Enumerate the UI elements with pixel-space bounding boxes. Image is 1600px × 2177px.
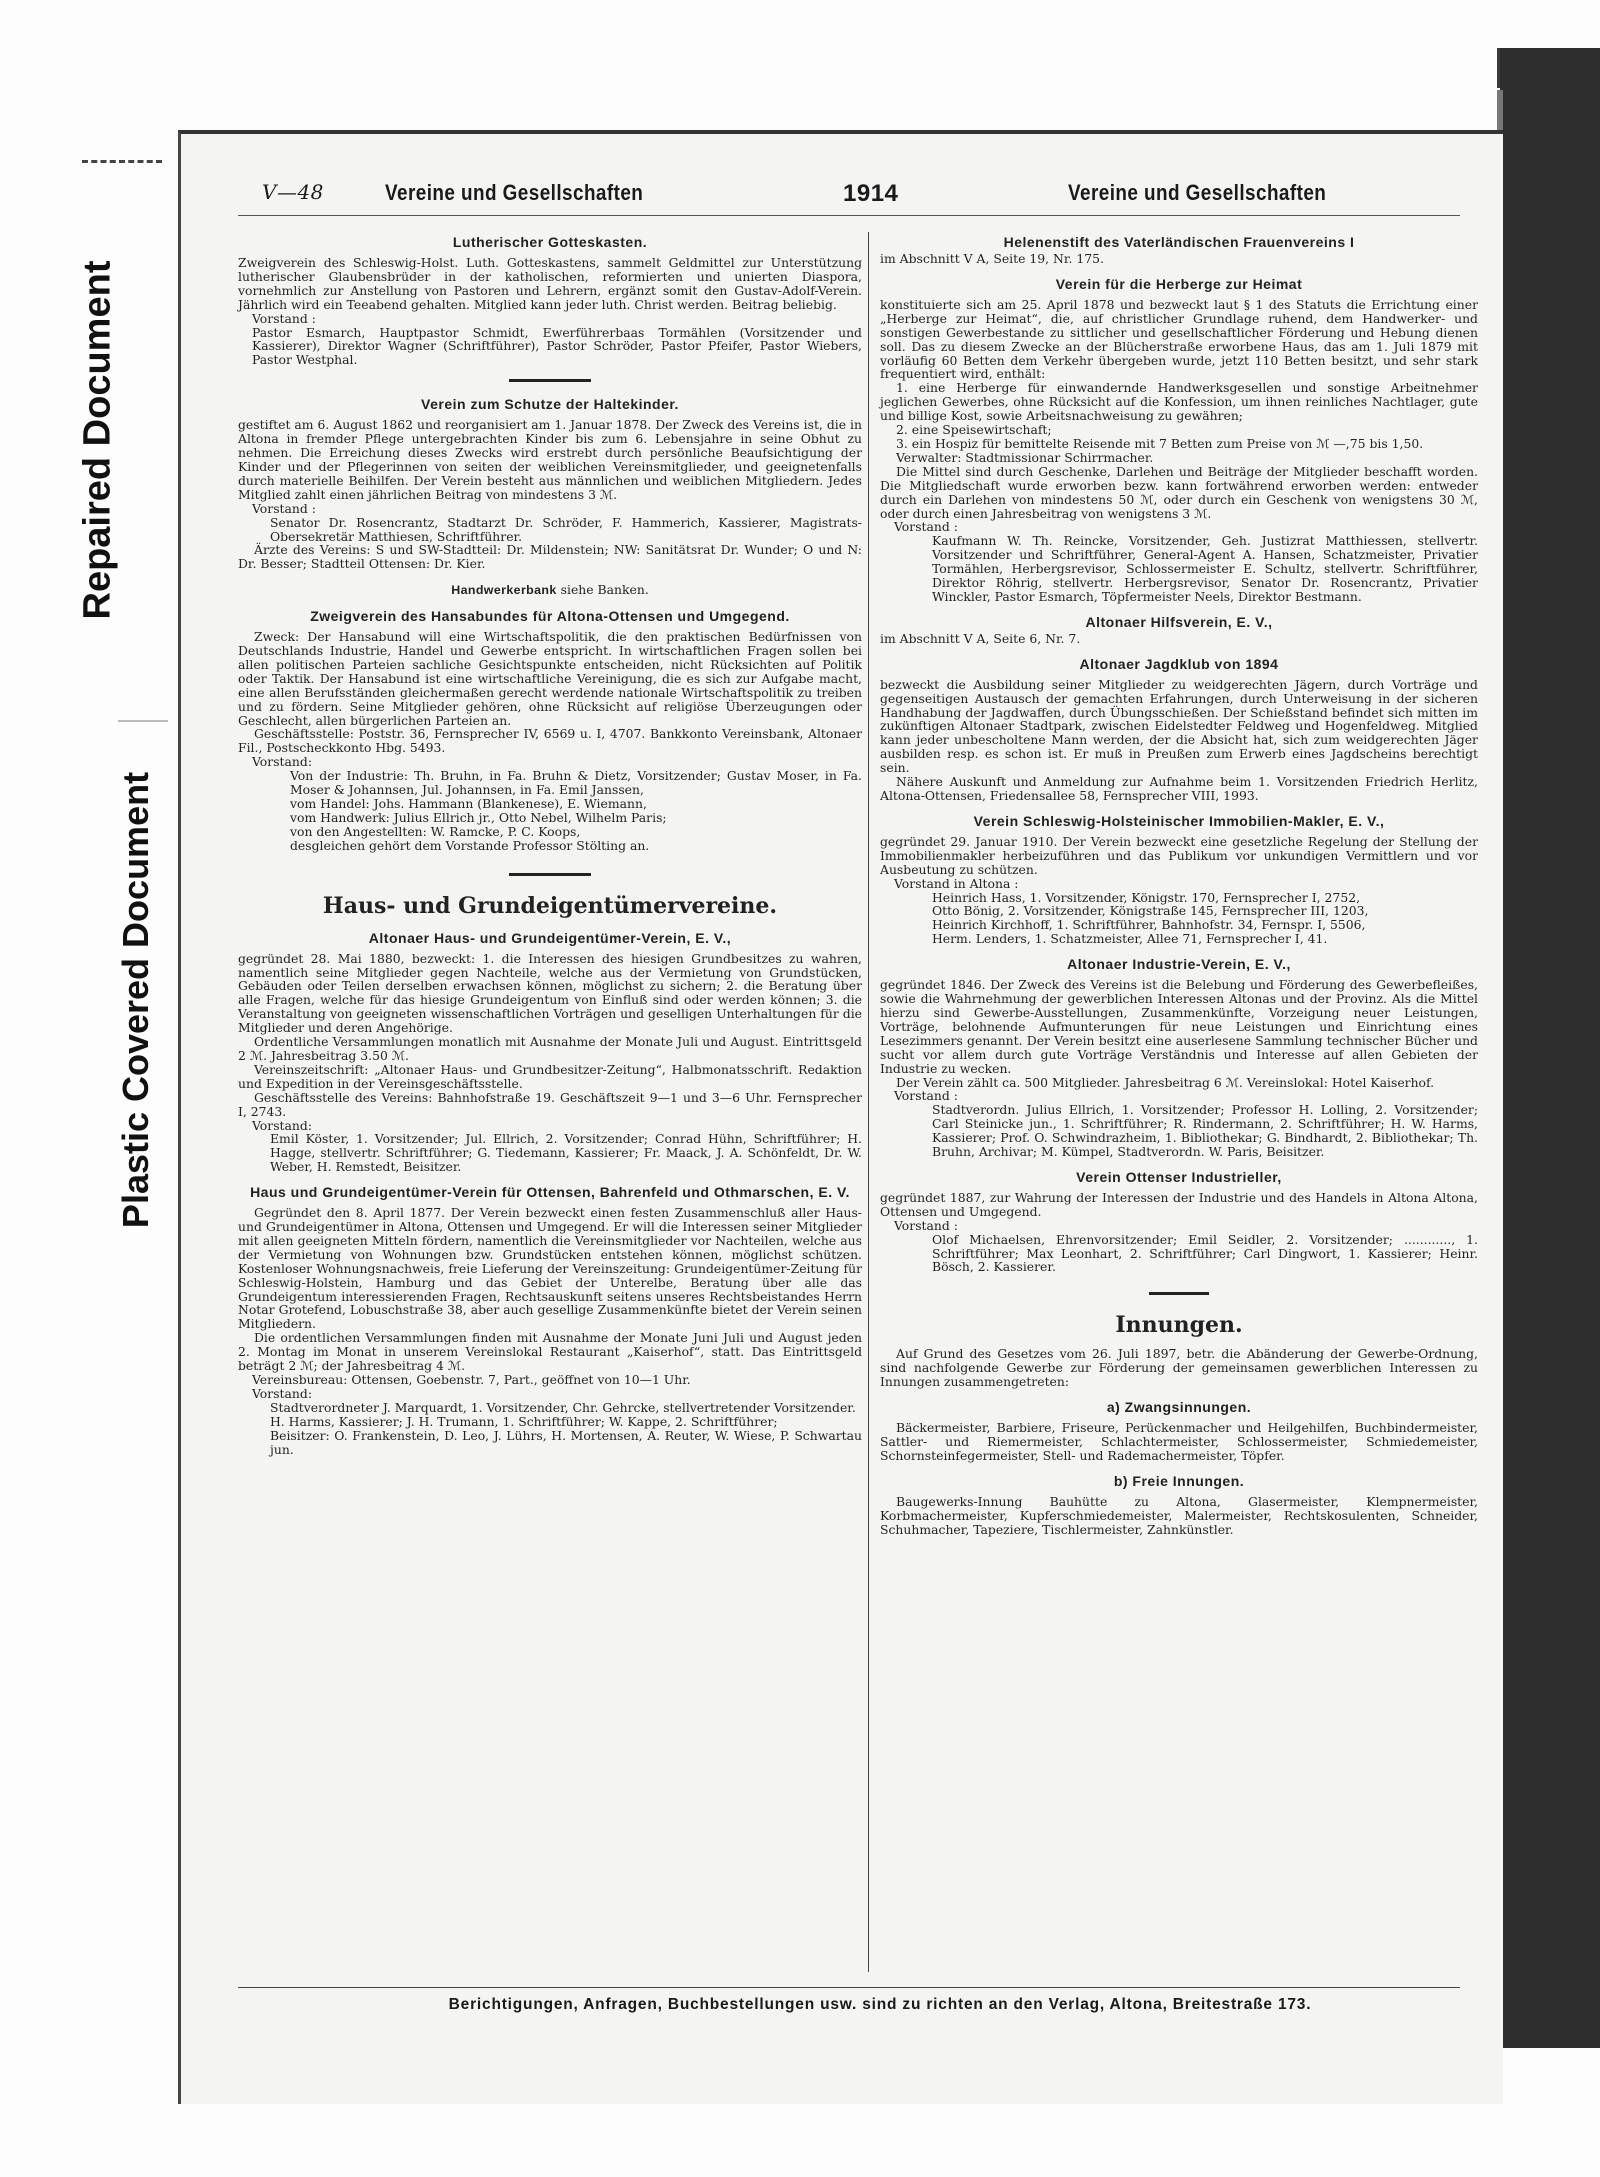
vorstand-entry: Herm. Lenders, 1. Schatzmeister, Allee 71, Fernsprecher I, 41.	[932, 931, 1328, 947]
vorstand-entry: Heinrich Kirchhoff, 1. Schriftführer, Bahnhofstr. 34, Fernspr. I, 5506,	[932, 917, 1366, 933]
paragraph: gegründet 1887, zur Wahrung der Interessen der Industrie und des Handels in Altona Altona, Ottensen und Umgegend.	[880, 1189, 1478, 1219]
subsection-title: b) Freie Innungen.	[1113, 1472, 1245, 1489]
cross-reference	[238, 583, 862, 598]
section-rule	[509, 873, 591, 876]
header-year: 1914	[843, 180, 899, 207]
side-label-divider	[118, 720, 168, 722]
section-rule	[509, 379, 591, 382]
paragraph: konstituierte sich am 25. April 1878 und bezweckt laut § 1 des Statuts die Errichtung einer „Herberge zur Heimat“, die, auf christlicher Grundlage ruhend, dem Handwerker- und sonstigen Gewerbestande zu sittlicher und gesellschaftlicher Förderung und Hebung dienen soll. Das zu diesem Zwecke an der Blücherstraße erworbene Haus, das am 1. Juli 1879 mit vorläufig 60 Betten dem Verkehr übergeben wurde, jetzt 110 Betten besitzt, und sehr stark frequentiert wird, enthält:	[880, 296, 1478, 382]
section-rule	[1149, 1292, 1209, 1295]
vorstand-entry: Beisitzer: O. Frankenstein, D. Leo, J. Lührs, H. Mortensen, A. Reuter, W. Wiese, P. Schwartau jun.	[270, 1427, 862, 1457]
section-title: Haus und Grundeigentümer-Verein für Ottensen, Bahrenfeld und Othmarschen, E. V.	[250, 1184, 850, 1201]
right-column	[880, 232, 1478, 1537]
vorstand-entry: Heinrich Hass, 1. Vorsitzender, Königstr. 170, Fernsprecher I, 2752,	[932, 889, 1361, 905]
list-item: 1. eine Herberge für einwandernde Handwerksgesellen und sonstige Arbeitnehmer jeglichen Gewerbes, ohne Rücksicht auf die Konfession, um ihnen reinliches Nachtlager, gute und billige Kost, sowie Arbeitsnachweisung zu gewähren;	[880, 380, 1478, 424]
section-title: Altonaer Industrie-Verein, E. V.,	[1067, 956, 1291, 973]
footer-rule	[238, 1987, 1460, 1988]
vorstand-entry: von den Angestellten: W. Ramcke, P. C. Koops,	[290, 823, 581, 839]
section-title: Helenenstift des Vaterländischen Frauenvereins I	[1003, 234, 1355, 250]
paragraph: Bäckermeister, Barbiere, Friseure, Perückenmacher und Heilgehilfen, Buchbindermeister, Sattler- und Riemermeister, Schlachtermeister, Schlossermeister, Schmiedemeister, Schornsteinfegermeister, Stell- und Rademachermeister, Töpfer.	[880, 1420, 1478, 1463]
vorstand-entry: Von der Industrie: Th. Bruhn, in Fa. Bruhn & Dietz, Vorsitzender; Gustav Moser, in Fa. Moser & Johannsen, Jul. Johannsen, in Fa. Emil Janssen,	[290, 768, 862, 798]
vorstand-label: Vorstand:	[252, 754, 313, 770]
vorstand-label: Vorstand:	[252, 1117, 313, 1133]
section-title: Altonaer Hilfsverein, E. V.,	[1085, 613, 1273, 630]
section-title: Altonaer Haus- und Grundeigentümer-Verein, E. V.,	[368, 929, 732, 946]
vorstand-entry: Stadtverordneter J. Marquardt, 1. Vorsitzender, Chr. Gehrcke, stellvertretender Vorsitzender.	[270, 1399, 856, 1415]
chapter-heading: Haus- und Grundeigentümervereine.	[322, 892, 778, 919]
vorstand-entry: vom Handel: Johs. Hammann (Blankenese), E. Wiemann,	[290, 796, 647, 811]
vorstand-list: Olof Michaelsen, Ehrenvorsitzender; Emil Seidler, 2. Vorsitzender; ............, 1. Schriftführer; Max Leonhart, 2. Schriftführer; Carl Dingwort, 1. Kassierer; Heinr. Bösch, 2. Kassierer.	[932, 1231, 1478, 1275]
vorstand-label: Vorstand :	[894, 1088, 958, 1104]
vorstand-entry: Otto Bönig, 2. Vorsitzender, Königstraße 145, Fernsprecher III, 1203,	[932, 903, 1369, 919]
vorstand-list: Senator Dr. Rosencrantz, Stadtarzt Dr. Schröder, F. Hammerich, Kassierer, Magistrats-Obersekretär Matthiesen, Schriftführer.	[270, 514, 862, 544]
section-title: Verein zum Schutze der Haltekinder.	[421, 396, 679, 413]
paragraph: gegründet 1846. Der Zweck des Vereins ist die Belebung und Förderung des Gewerbefleißes, sowie die Wahrnehmung der gewerblichen Interessen Altonas und der Provinz. Als die Mittel hierzu sind Gewerbe-Ausstellungen, Zusammenkünfte, Vorzeigung neuer Leistungen, Vorträge, belohnende Aufmunterungen für neue Leistungen und Einrichtung eines Lesezimmers genannt. Der Verein besitzt eine auserlesene Sammlung technischer Bücher und sucht vor allem durch gute Vorträge Verständnis und Interesse auf allen Gebieten der Industrie zu wecken.	[880, 977, 1478, 1076]
paragraph: gestiftet am 6. August 1862 und reorganisiert am 1. Januar 1878. Der Zweck des Vereins ist, die in Altona in fremder Pflege untergebrachten Kinder bis zum 6. Lebensjahre in seine Obhut zu nehmen. Die Erreichung dieses Zwecks wird erstrebt durch persönliche Beaufsichtigung der Kinder und der Pflegerinnen von seiten der weiblichen Vereinsmitglieder, und geeignetenfalls durch materielle Beihilfen. Der Verein besteht aus männlichen und weiblichen Mitgliedern. Jedes Mitglied zahlt einen jährlichen Beitrag von mindestens 3 ℳ.	[238, 417, 862, 502]
section-title-inline: Handwerkerbank	[451, 583, 557, 598]
running-title-right: Vereine und Gesellschaften	[1068, 180, 1327, 205]
vorstand-label: Vorstand:	[252, 1385, 313, 1401]
paragraph: Die Mittel sind durch Geschenke, Darlehen und Beiträge der Mitglieder beschafft worden. Die Mitgliedschaft wurde erworben bezw. kann fortwährend erworben werden: entweder durch ein Darlehen von mindestens 50 ℳ, oder durch ein Geschenk von wenigstens 30 ℳ, oder durch einen Jahresbeitrag von wenigstens 3 ℳ.	[880, 463, 1478, 521]
subsection-title: a) Zwangsinnungen.	[1106, 1399, 1252, 1416]
vorstand-label: Vorstand :	[252, 500, 316, 516]
vorstand-list: Emil Köster, 1. Vorsitzender; Jul. Ellrich, 2. Vorsitzender; Conrad Hühn, Schriftführer; H. Hagge, stellvertr. Schriftführer; G. Tiedemann, Kassierer; Fr. Maack, J. A. Schönfeldt, Dr. W. Weber, H. Remstedt, Beisitzer.	[270, 1131, 862, 1175]
paragraph: Baugewerks-Innung Bauhütte zu Altona, Glasermeister, Klempnermeister, Korbmachermeister, Kupferschmiedemeister, Malermeister, Rechtskosulenten, Schneider, Schuhmacher, Tapeziere, Tischlermeister, Zahnkünstler.	[880, 1493, 1478, 1537]
paragraph: Auf Grund des Gesetzes vom 26. Juli 1897, betr. die Abänderung der Gewerbe-Ordnung, sind nachfolgende Gewerbe zur Förderung der gemeinsamen gewerblichen Interessen zu Innungen zusammengetreten:	[880, 1346, 1478, 1390]
paragraph: gegründet 28. Mai 1880, bezweckt: 1. die Interessen des hiesigen Grundbesitzes zu wahren, namentlich seine Mitglieder gegen Nachteile, welche aus der Vermietung von Grundstücken, Gebäuden oder Teilen derselben erwachsen können, möglichst zu sichern; 2. die Beratung über alle Fragen, welche für das hiesige Grundeigentum von Einfluß sind oder werden können; 3. die Veranstaltung von geeigneten wissenschaftlichen Vorträgen und geselligen Unterhaltungen für die Mitglieder und deren Angehörige.	[238, 950, 862, 1036]
page-number: V—48	[262, 180, 324, 204]
list-item: 2. eine Speisewirtschaft;	[896, 422, 1052, 438]
paragraph: Verwalter: Stadtmissionar Schirrmacher.	[896, 449, 1154, 465]
vorstand-entry: vom Handwerk: Julius Ellrich jr., Otto Nebel, Wilhelm Paris;	[290, 809, 667, 825]
section-title: Verein Schleswig-Holsteinischer Immobilien-Makler, E. V.,	[973, 812, 1385, 829]
paragraph: gegründet 29. Januar 1910. Der Verein bezweckt eine gesetzliche Regelung der Stellung der Immobilienmakler herbeizuführen und das Publikum vor unkundigen Vermittlern und vor Ausbeutung zu schützen.	[880, 833, 1478, 877]
header-rule	[238, 215, 1460, 216]
paragraph: Vereinszeitschrift: „Altonaer Haus- und Grundbesitzer-Zeitung“, Halbmonatsschrift. Redaktion und Expedition in der Vereinsgeschäftsstelle.	[238, 1061, 862, 1091]
chapter-heading: Innungen.	[1115, 1312, 1243, 1339]
paragraph: Die ordentlichen Versammlungen finden mit Ausnahme der Monate Juni Juli und August jeden 2. Montag im Monat in unserem Vereinslokal Restaurant „Kaiserhof“, statt. Das Eintrittsgeld beträgt 2 ℳ; der Jahresbeitrag 4 ℳ.	[238, 1330, 862, 1374]
vorstand-list: Stadtverordn. Julius Ellrich, 1. Vorsitzender; Professor H. Lolling, 2. Vorsitzender; Carl Steinicke jun., 1. Schriftführer; R. Rindermann, 2. Schriftführer; H. W. Harms, Kassierer; Prof. O. Schwindrazheim, 1. Bibliothekar; G. Bindhardt, 2. Bibliothekar; Th. Bruhn, Archivar; M. Kümpel, Stadtverordn. W. Paris, Beisitzer.	[932, 1102, 1478, 1160]
vorstand-label: Vorstand :	[894, 1217, 958, 1233]
paragraph: Gegründet den 8. April 1877. Der Verein bezweckt einen festen Zusammenschluß aller Haus- und Grundeigentümer in Altona, Ottensen und Umgegend. Er will die Interessen seiner Mitglieder mit allen geeigneten Mitteln fördern, namentlich die Vereinsmitglieder vor Nachteilen, welche aus der Vermietung von Wohnungen bzw. Grundstücken entstehen können, möglichst schützen. Kostenloser Wohnungsnachweis, freie Lieferung der Vereinszeitung: Grundeigentümer-Zeitung für Schleswig-Holstein, Hamburg und das Gebiet der Unterelbe, Beratung über alle das Grundeigentum interessierenden Fragen, Rechtsauskunft seitens unseres Rechtsbeistandes Herrn Notar Grotefend, Lobuschstraße 38, aber auch gesellige Zusammenkünfte bietet der Verein seinen Mitgliedern.	[238, 1205, 862, 1332]
cross-reference-text: siehe Banken.	[556, 582, 649, 598]
vorstand-entry: H. Harms, Kassierer; J. H. Trumann, 1. Schriftführer; W. Kappe, 2. Schriftführer;	[270, 1413, 778, 1429]
paragraph: Zweck: Der Hansabund will eine Wirtschaftspolitik, die den praktischen Bedürfnissen von Deutschlands Industrie, Handel und Gewerbe entspricht. In wirtschaftlichen Fragen sollen bei allen politischen Parteien sachliche Gesichtspunkte entscheiden, nicht Rücksichten auf Politik oder Taktik. Der Hansabund ist eine wirtschaftliche Vereinigung, die es sich zur Aufgabe macht, eine allen Berufsständen gleichermaßen gerecht werdende nationale Wirtschaftspolitik zu treiben und zu fördern. Seine Mitglieder gehören, ohne Rücksicht auf religiöse Überzeugungen oder Geschlecht, allen bürgerlichen Parteien an.	[238, 629, 862, 728]
vorstand-label: Vorstand :	[894, 519, 958, 535]
paragraph: bezweckt die Ausbildung seiner Mitglieder zu weidgerechten Jägern, durch Vorträge und gegenseitigen Austausch der gemachten Erfahrungen, durch Unterweisung in der sicheren Handhabung der Jagdwaffen, durch Übungsschießen. Der Schießstand befindet sich mitten im zukünftigen Altonaer Stadtpark, zwischen Eidelstedter Feldweg und Hogenfeldweg. Mitglied kann jeder unbescholtene Mann werden, der die Absicht hat, sich zum weidgerechten Jäger ausbilden resp. es schon ist. Er muß in Preußen zum Erwerb eines Jagdscheins berechtigt sein.	[880, 676, 1478, 776]
cross-reference: im Abschnitt V A, Seite 19, Nr. 175.	[880, 251, 1104, 266]
vorstand-list: Pastor Esmarch, Hauptpastor Schmidt, Ewerführerbaas Tormählen (Vorsitzender und Kassierer), Direktor Wagner (Schriftführer), Pastor Schröder, Pastor Pfeifer, Pastor Wiebers, Pastor Westphal.	[252, 324, 862, 368]
left-column	[238, 232, 862, 1456]
paragraph: Ärzte des Vereins: S und SW-Stadtteil: Dr. Mildenstein; NW: Sanitätsrat Dr. Wunder; O und N: Dr. Besser; Stadtteil Ottensen: Dr. Kier.	[238, 542, 862, 572]
vorstand-list: Kaufmann W. Th. Reincke, Vorsitzender, Geh. Justizrat Matthiessen, stellvertr. Vorsitzender und Schriftführer, General-Agent A. Hansen, Schatzmeister, Privatier Tormählen, Herbergsrevisor, Schlossermeister E. Schultz, stellvertr. Schriftführer, Direktor Röhrig, stellvertr. Herbergsrevisor, Senator Dr. Rosencrantz, Privatier Winckler, Pastor Esmarch, Töpfermeister Neels, Direktor Bestmann.	[932, 533, 1478, 604]
cut-marks	[82, 160, 162, 167]
vorstand-entry: desgleichen gehört dem Vorstande Professor Stölting an.	[290, 837, 650, 853]
paragraph: Ordentliche Versammlungen monatlich mit Ausnahme der Monate Juli und August. Eintrittsgeld 2 ℳ. Jahresbeitrag 3.50 ℳ.	[238, 1034, 862, 1063]
vorstand-label: Vorstand :	[252, 310, 316, 326]
column-divider	[868, 232, 869, 1972]
running-title-left: Vereine und Gesellschaften	[385, 180, 644, 205]
section-title: Lutherischer Gotteskasten.	[452, 234, 648, 250]
paragraph: Vereinsbureau: Ottensen, Goebenstr. 7, Part., geöffnet von 10—1 Uhr.	[252, 1372, 691, 1387]
paragraph: Geschäftsstelle: Poststr. 36, Fernsprecher IV, 6569 u. I, 4707. Bankkonto Vereinsbank, Altonaer Fil., Postscheckkonto Hbg. 5493.	[238, 726, 862, 756]
publisher-footer: Berichtigungen, Anfragen, Buchbestellungen usw. sind zu richten an den Verlag, Altona, Breitestraße 173.	[448, 1996, 1312, 2013]
section-title: Altonaer Jagdklub von 1894	[1079, 655, 1279, 672]
cross-reference: im Abschnitt V A, Seite 6, Nr. 7.	[880, 630, 1081, 646]
section-title: Verein für die Herberge zur Heimat	[1055, 275, 1303, 292]
paragraph: Nähere Auskunft und Anmeldung zur Aufnahme beim 1. Vorsitzenden Friedrich Herlitz, Altona-Ottensen, Friedensallee 58, Fernsprecher VIII, 1993.	[880, 774, 1478, 803]
paragraph: Zweigverein des Schleswig-Holst. Luth. Gotteskastens, sammelt Geldmittel zur Unterstützung lutherischer Glaubensbrüder in der katholischen, reformierten und unierten Diaspora, vornehmlich zur Anstellung von Pastoren und Lehrern, ergänzt somit den Gustav-Adolf-Verein. Jährlich wird ein Teeabend gehalten. Mitglied kann jeder luth. Christ werden. Beitrag beliebig.	[238, 255, 862, 312]
list-item: 3. ein Hospiz für bemittelte Reisende mit 7 Betten zum Preise von ℳ —,75 bis 1,50.	[896, 435, 1424, 451]
section-title: Zweigverein des Hansabundes für Altona-Ottensen und Umgegend.	[310, 608, 790, 625]
paragraph: Geschäftsstelle des Vereins: Bahnhofstraße 19. Geschäftszeit 9—1 und 3—6 Uhr. Fernsprecher I, 2743.	[238, 1089, 862, 1119]
vorstand-label: Vorstand in Altona :	[894, 875, 1019, 891]
section-title: Verein Ottenser Industrieller,	[1076, 1168, 1282, 1185]
paragraph: Der Verein zählt ca. 500 Mitglieder. Jahresbeitrag 6 ℳ. Vereinslokal: Hotel Kaiserhof.	[896, 1074, 1435, 1090]
scanner-edge	[1500, 48, 1600, 2048]
